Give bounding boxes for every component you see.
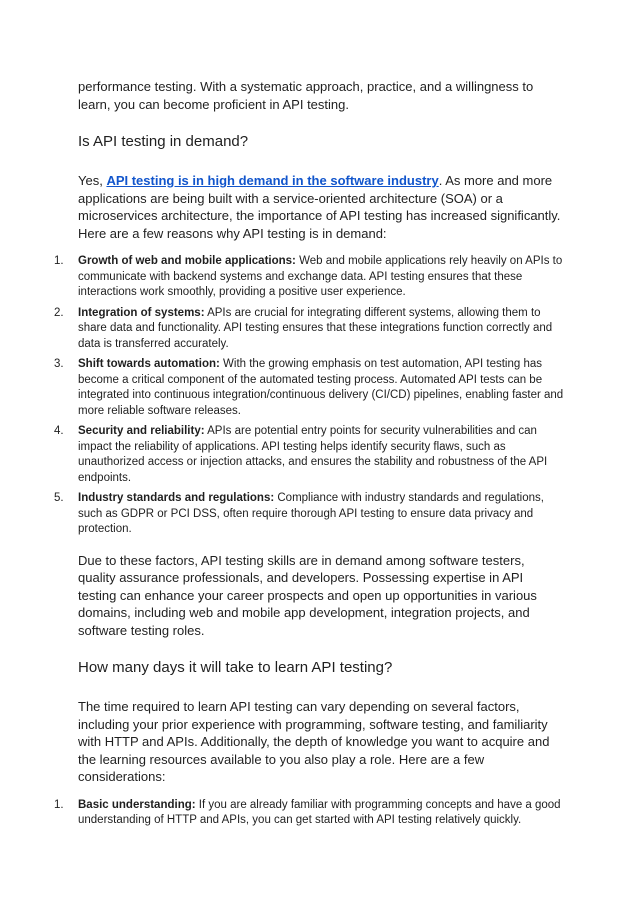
- list-item-text: Web and mobile applications rely heavily on APIs to communicate with backend systems and exchange data. API testing ensures that these interactions work smoothly, providing a positive user experience.: [78, 255, 563, 298]
- list-item-text: APIs are potential entry points for security vulnerabilities and can impact the reliability of applications. API testing helps identify security flaws, such as unauthorized access or injection attacks, and ensures the stability and robustness of the API endpoints.: [78, 425, 548, 484]
- list-item-text: With the growing emphasis on test automation, API testing has become a critical component of the automated testing process. Automated API tests can be integrated into continuous integration/continuous delivery (CI/CD) pipelines, enabling faster and more reliable software releases.: [78, 358, 564, 417]
- list-number: 5.: [54, 492, 64, 504]
- demand-paragraph-prefix: Yes,: [78, 173, 107, 188]
- duration-considerations-list: [54, 798, 564, 829]
- list-number: 4.: [54, 425, 64, 437]
- list-item: [54, 798, 564, 829]
- list-item-text: Compliance with industry standards and regulations, such as GDPR or PCI DSS, often require thorough API testing to ensure data privacy and protection.: [78, 492, 544, 535]
- document-content: [54, 78, 564, 829]
- list-number: 1.: [54, 798, 64, 811]
- list-item-title: Industry standards and regulations:: [78, 492, 275, 504]
- demand-paragraph-suffix: . As more and more applications are being built with a service-oriented architecture (SOA) or a microservices architecture, the importance of API testing has increased significantly. Here are a few reasons why API testing is in demand:: [78, 173, 561, 241]
- list-item-text: APIs are crucial for integrating different systems, allowing them to share data and functionality. API testing ensures that these integrations function correctly and data is transferred accurately.: [78, 306, 553, 350]
- list-item: [54, 357, 564, 419]
- list-item: [54, 306, 564, 353]
- intro-paragraph: performance testing. With a systematic approach, practice, and a willingness to learn, you can become proficient in API testing.: [78, 79, 534, 112]
- list-item-title: Growth of web and mobile applications:: [78, 255, 296, 267]
- list-item-title: Shift towards automation:: [78, 358, 220, 370]
- demand-closing-paragraph: Due to these factors, API testing skills are in demand among software testers, quality assurance professionals, and developers. Possessing expertise in API testing can enhance your career prospects and open up opportunities in various domains, including web and mobile app development, integration projects, and software testing roles.: [78, 552, 537, 638]
- list-item-title: Integration of systems:: [78, 306, 205, 319]
- list-item: [54, 491, 564, 538]
- list-item-title: Security and reliability:: [78, 425, 205, 437]
- api-demand-link[interactable]: API testing is in high demand in the software industry: [106, 173, 439, 188]
- list-number: 1.: [54, 255, 64, 267]
- duration-paragraph: The time required to learn API testing can vary depending on several factors, including your prior experience with programming, software testing, and familiarity with HTTP and APIs. Additionally, the depth of knowledge you want to acquire and the learning resources available to you also play a role. Here are a few considerations:: [78, 699, 550, 784]
- list-item-title: Basic understanding:: [78, 798, 196, 811]
- list-number: 3.: [54, 358, 64, 370]
- list-item-text: If you are already familiar with programming concepts and have a good understanding of HTTP and APIs, you can get started with API testing relatively quickly.: [78, 798, 561, 826]
- section-heading-duration: How many days it will take to learn API testing?: [78, 659, 393, 676]
- list-item: [54, 254, 564, 301]
- demand-reasons-list: [54, 254, 564, 538]
- list-item: [54, 424, 564, 486]
- list-number: 2.: [54, 306, 64, 319]
- section-heading-demand: Is API testing in demand?: [78, 133, 249, 150]
- demand-paragraph: [78, 172, 564, 242]
